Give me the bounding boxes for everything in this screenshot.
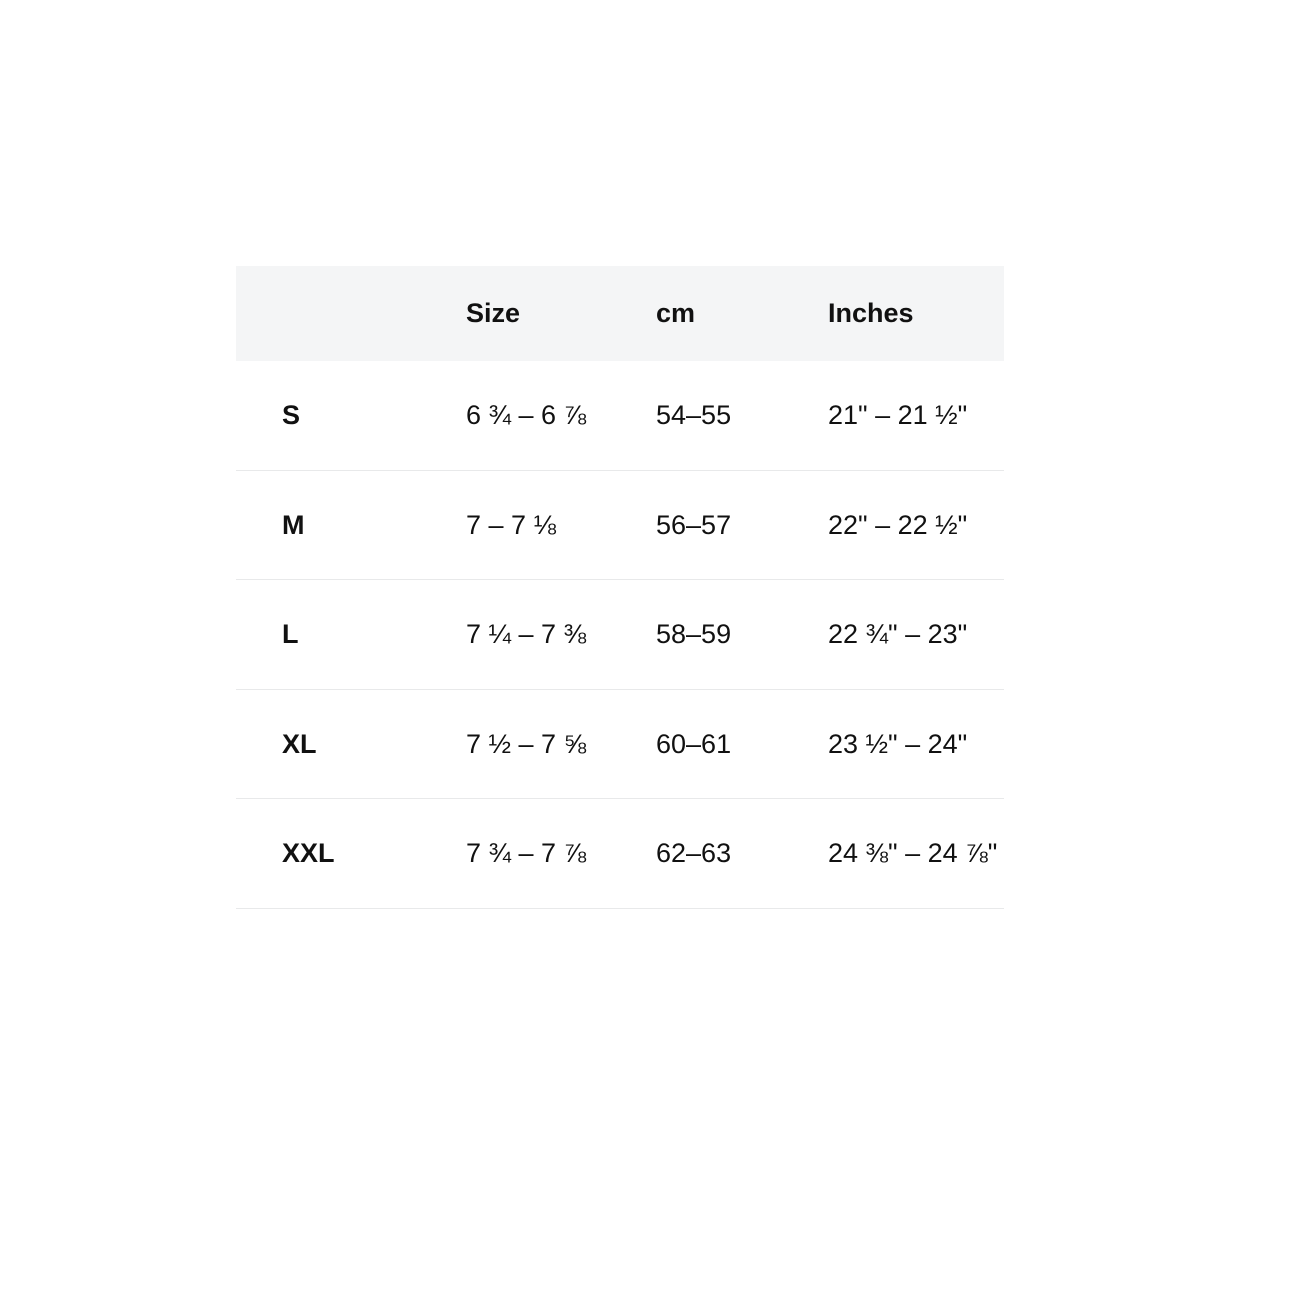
cell-size-label: L — [282, 619, 299, 649]
column-header-size-label — [236, 266, 466, 361]
table-row — [236, 580, 1004, 690]
cell-inches: 22 ¾" – 23" — [828, 619, 968, 649]
column-header-cm: cm — [656, 298, 696, 328]
cell-size: 6 ¾ – 6 ⅞ — [466, 400, 587, 430]
table-row — [236, 470, 1004, 580]
column-header-inches: Inches — [828, 298, 914, 328]
cell-size-label: XL — [282, 728, 317, 759]
cell-inches: 23 ½" – 24" — [828, 728, 968, 759]
cell-size: 7 ½ – 7 ⅝ — [466, 728, 587, 759]
cell-size-label: XXL — [282, 838, 335, 868]
table-body — [236, 361, 1004, 908]
cell-inches: 22" – 22 ½" — [828, 509, 968, 540]
table-header-row — [236, 266, 1004, 361]
cell-cm: 60–61 — [656, 728, 732, 759]
cell-size: 7 – 7 ⅛ — [466, 509, 557, 540]
cell-cm: 56–57 — [656, 509, 732, 540]
cell-cm: 54–55 — [656, 400, 732, 430]
cell-inches: 24 ⅜" – 24 ⅞" — [828, 838, 998, 868]
cell-cm: 58–59 — [656, 619, 732, 649]
table-row — [236, 361, 1004, 470]
table-row — [236, 689, 1004, 799]
cell-size: 7 ¾ – 7 ⅞ — [466, 838, 587, 868]
cell-size: 7 ¼ – 7 ⅜ — [466, 619, 587, 649]
column-header-size: Size — [466, 298, 521, 328]
cell-size-label: M — [282, 509, 305, 540]
cell-inches: 21" – 21 ½" — [828, 400, 968, 430]
cell-cm: 62–63 — [656, 838, 732, 868]
size-chart-container — [236, 266, 1004, 909]
size-chart-table — [236, 266, 1004, 909]
table-row — [236, 799, 1004, 909]
table-header — [236, 266, 1004, 361]
cell-size-label: S — [282, 400, 301, 430]
